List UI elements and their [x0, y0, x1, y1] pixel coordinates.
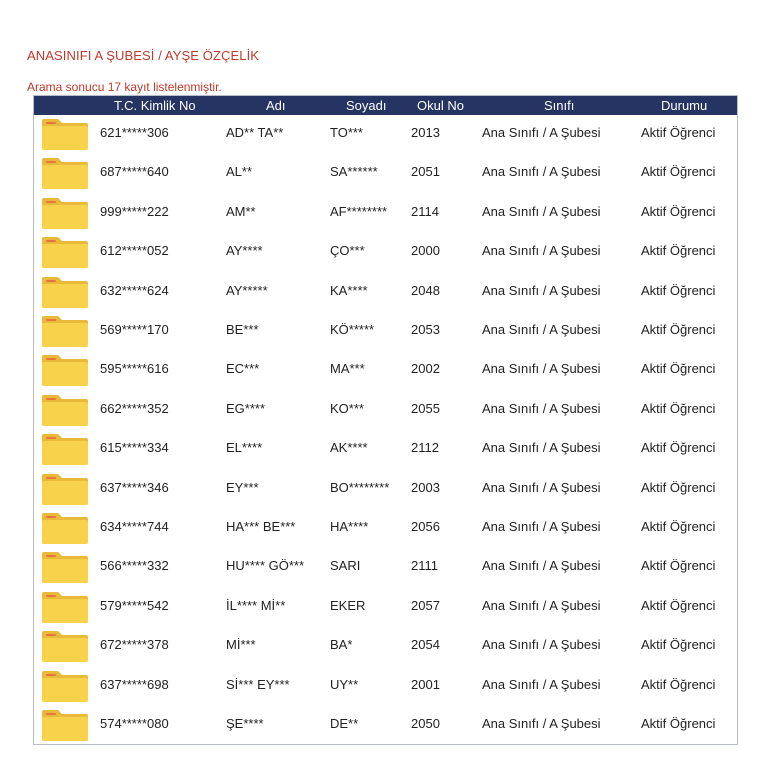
cell-soyadi: DE** [330, 716, 359, 731]
table-row [34, 194, 737, 233]
cell-tc-kimlik-no: 634*****744 [100, 519, 169, 534]
cell-sinifi: Ana Sınıfı / A Şubesi [482, 125, 601, 140]
table-row [34, 627, 737, 666]
folder-icon[interactable] [40, 708, 90, 742]
cell-adi: BE*** [226, 322, 259, 337]
cell-adi: AY***** [226, 282, 268, 298]
folder-icon[interactable] [40, 629, 90, 663]
cell-okul-no: 2053 [411, 322, 440, 337]
cell-durumu: Aktif Öğrenci [641, 558, 716, 574]
folder-icon[interactable] [40, 235, 90, 269]
cell-adi: EY*** [226, 479, 259, 495]
folder-icon[interactable] [40, 511, 90, 545]
cell-soyadi: SA****** [330, 164, 378, 180]
cell-okul-no: 2003 [411, 479, 440, 495]
cell-durumu: Aktif Öğrenci [641, 716, 716, 731]
cell-sinifi: Ana Sınıfı / A Şubesi [482, 597, 601, 613]
cell-soyadi: BA* [330, 637, 353, 653]
cell-adi: HU**** GÖ*** [226, 558, 305, 574]
cell-soyadi: KÖ***** [330, 322, 375, 337]
cell-soyadi: UY** [330, 676, 359, 692]
cell-okul-no: 2112 [411, 440, 439, 456]
table-row [34, 351, 737, 390]
cell-tc-kimlik-no: 566*****332 [100, 558, 169, 574]
cell-sinifi: Ana Sınıfı / A Şubesi [482, 203, 601, 219]
cell-soyadi: AF******** [330, 203, 388, 219]
cell-okul-no: 2050 [411, 716, 440, 731]
header-durumu: Durumu [661, 98, 708, 113]
cell-soyadi: MA*** [330, 361, 365, 377]
cell-soyadi: EKER [330, 597, 366, 613]
cell-tc-kimlik-no: 579*****542 [100, 597, 169, 613]
folder-icon[interactable] [40, 156, 90, 190]
cell-tc-kimlik-no: 637*****346 [100, 479, 169, 495]
header-soyadi: Soyadı [346, 98, 387, 113]
cell-durumu: Aktif Öğrenci [641, 400, 716, 416]
header-sinifi: Sınıfı [544, 98, 575, 113]
cell-soyadi: HA**** [330, 519, 369, 534]
cell-tc-kimlik-no: 687*****640 [100, 164, 169, 180]
folder-icon[interactable] [40, 117, 90, 151]
cell-tc-kimlik-no: 662*****352 [100, 400, 169, 416]
cell-okul-no: 2048 [411, 282, 440, 298]
cell-durumu: Aktif Öğrenci [641, 637, 716, 653]
cell-tc-kimlik-no: 637*****698 [100, 676, 169, 692]
cell-sinifi: Ana Sınıfı / A Şubesi [482, 361, 601, 377]
cell-adi: EL**** [226, 440, 263, 456]
cell-adi: AM** [226, 203, 256, 219]
cell-tc-kimlik-no: 574*****080 [100, 716, 169, 731]
cell-tc-kimlik-no: 595*****616 [100, 361, 169, 377]
cell-adi: AL** [226, 164, 253, 180]
cell-okul-no: 2114 [411, 203, 439, 219]
table-row [34, 115, 737, 154]
table-row [34, 233, 737, 272]
folder-icon[interactable] [40, 550, 90, 584]
cell-sinifi: Ana Sınıfı / A Şubesi [482, 440, 601, 456]
cell-tc-kimlik-no: 615*****334 [100, 440, 169, 456]
cell-sinifi: Ana Sınıfı / A Şubesi [482, 716, 601, 731]
cell-soyadi: SARI [330, 558, 361, 574]
cell-durumu: Aktif Öğrenci [641, 479, 716, 495]
table-row [34, 273, 737, 312]
header-tc-kimlik-no: T.C. Kimlik No [114, 98, 196, 113]
table-row [34, 430, 737, 469]
cell-adi: ŞE**** [226, 716, 264, 731]
cell-durumu: Aktif Öğrenci [641, 164, 716, 180]
cell-soyadi: AK**** [330, 440, 368, 456]
cell-tc-kimlik-no: 612*****052 [100, 243, 169, 259]
cell-durumu: Aktif Öğrenci [641, 519, 716, 534]
table-row [34, 706, 737, 745]
cell-durumu: Aktif Öğrenci [641, 243, 716, 259]
cell-durumu: Aktif Öğrenci [641, 440, 716, 456]
cell-soyadi: KO*** [330, 400, 364, 416]
cell-durumu: Aktif Öğrenci [641, 361, 716, 377]
table-row [34, 312, 737, 351]
cell-durumu: Aktif Öğrenci [641, 125, 716, 140]
cell-tc-kimlik-no: 569*****170 [100, 322, 169, 337]
table-row [34, 588, 737, 627]
cell-sinifi: Ana Sınıfı / A Şubesi [482, 676, 601, 692]
result-count-text: Arama sonucu 17 kayıt listelenmiştir. [27, 80, 222, 94]
table-row [34, 548, 737, 587]
cell-okul-no: 2002 [411, 361, 440, 377]
page-title: ANASINIFI A ŞUBESİ / AYŞE ÖZÇELİK [27, 48, 260, 63]
cell-adi: İL**** Mİ** [226, 597, 286, 613]
folder-icon[interactable] [40, 314, 90, 348]
cell-soyadi: TO*** [330, 125, 363, 140]
cell-soyadi: KA**** [330, 282, 368, 298]
cell-sinifi: Ana Sınıfı / A Şubesi [482, 558, 601, 574]
folder-icon[interactable] [40, 353, 90, 387]
cell-adi: EC*** [226, 361, 260, 377]
cell-sinifi: Ana Sınıfı / A Şubesi [482, 519, 601, 534]
cell-adi: EG**** [226, 400, 266, 416]
table-row [34, 154, 737, 193]
cell-durumu: Aktif Öğrenci [641, 203, 716, 219]
folder-icon[interactable] [40, 393, 90, 427]
cell-tc-kimlik-no: 672*****378 [100, 637, 169, 653]
cell-tc-kimlik-no: 999*****222 [100, 203, 169, 219]
table-row [34, 391, 737, 430]
cell-durumu: Aktif Öğrenci [641, 676, 716, 692]
cell-adi: HA*** BE*** [226, 519, 296, 534]
folder-icon[interactable] [40, 590, 90, 624]
table-header [34, 96, 737, 115]
cell-sinifi: Ana Sınıfı / A Şubesi [482, 164, 601, 180]
cell-adi: Sİ*** EY*** [226, 676, 290, 692]
folder-icon[interactable] [40, 472, 90, 506]
cell-okul-no: 2056 [411, 519, 440, 534]
cell-soyadi: BO******** [330, 479, 390, 495]
folder-icon[interactable] [40, 275, 90, 309]
cell-okul-no: 2057 [411, 597, 440, 613]
cell-okul-no: 2055 [411, 400, 440, 416]
header-adi: Adı [266, 98, 286, 113]
table-row [34, 667, 737, 706]
cell-adi: Mİ*** [226, 637, 256, 653]
folder-icon[interactable] [40, 669, 90, 703]
header-okul-no: Okul No [417, 98, 464, 113]
table-row [34, 470, 737, 509]
student-table [33, 95, 738, 745]
cell-durumu: Aktif Öğrenci [641, 322, 716, 337]
cell-tc-kimlik-no: 632*****624 [100, 282, 169, 298]
cell-sinifi: Ana Sınıfı / A Şubesi [482, 322, 601, 337]
table-row [34, 509, 737, 548]
cell-sinifi: Ana Sınıfı / A Şubesi [482, 282, 601, 298]
cell-sinifi: Ana Sınıfı / A Şubesi [482, 243, 601, 259]
cell-okul-no: 2013 [411, 125, 440, 140]
cell-okul-no: 2001 [411, 676, 440, 692]
cell-sinifi: Ana Sınıfı / A Şubesi [482, 479, 601, 495]
cell-okul-no: 2051 [411, 164, 440, 180]
cell-adi: AD** TA** [226, 125, 284, 140]
cell-okul-no: 2054 [411, 637, 440, 653]
cell-okul-no: 2111 [411, 558, 438, 574]
cell-adi: AY**** [226, 243, 263, 259]
cell-sinifi: Ana Sınıfı / A Şubesi [482, 637, 601, 653]
cell-soyadi: ÇO*** [330, 243, 365, 259]
cell-okul-no: 2000 [411, 243, 440, 259]
cell-durumu: Aktif Öğrenci [641, 597, 716, 613]
folder-icon[interactable] [40, 432, 90, 466]
folder-icon[interactable] [40, 196, 90, 230]
cell-tc-kimlik-no: 621*****306 [100, 125, 169, 140]
cell-sinifi: Ana Sınıfı / A Şubesi [482, 400, 601, 416]
cell-durumu: Aktif Öğrenci [641, 282, 716, 298]
